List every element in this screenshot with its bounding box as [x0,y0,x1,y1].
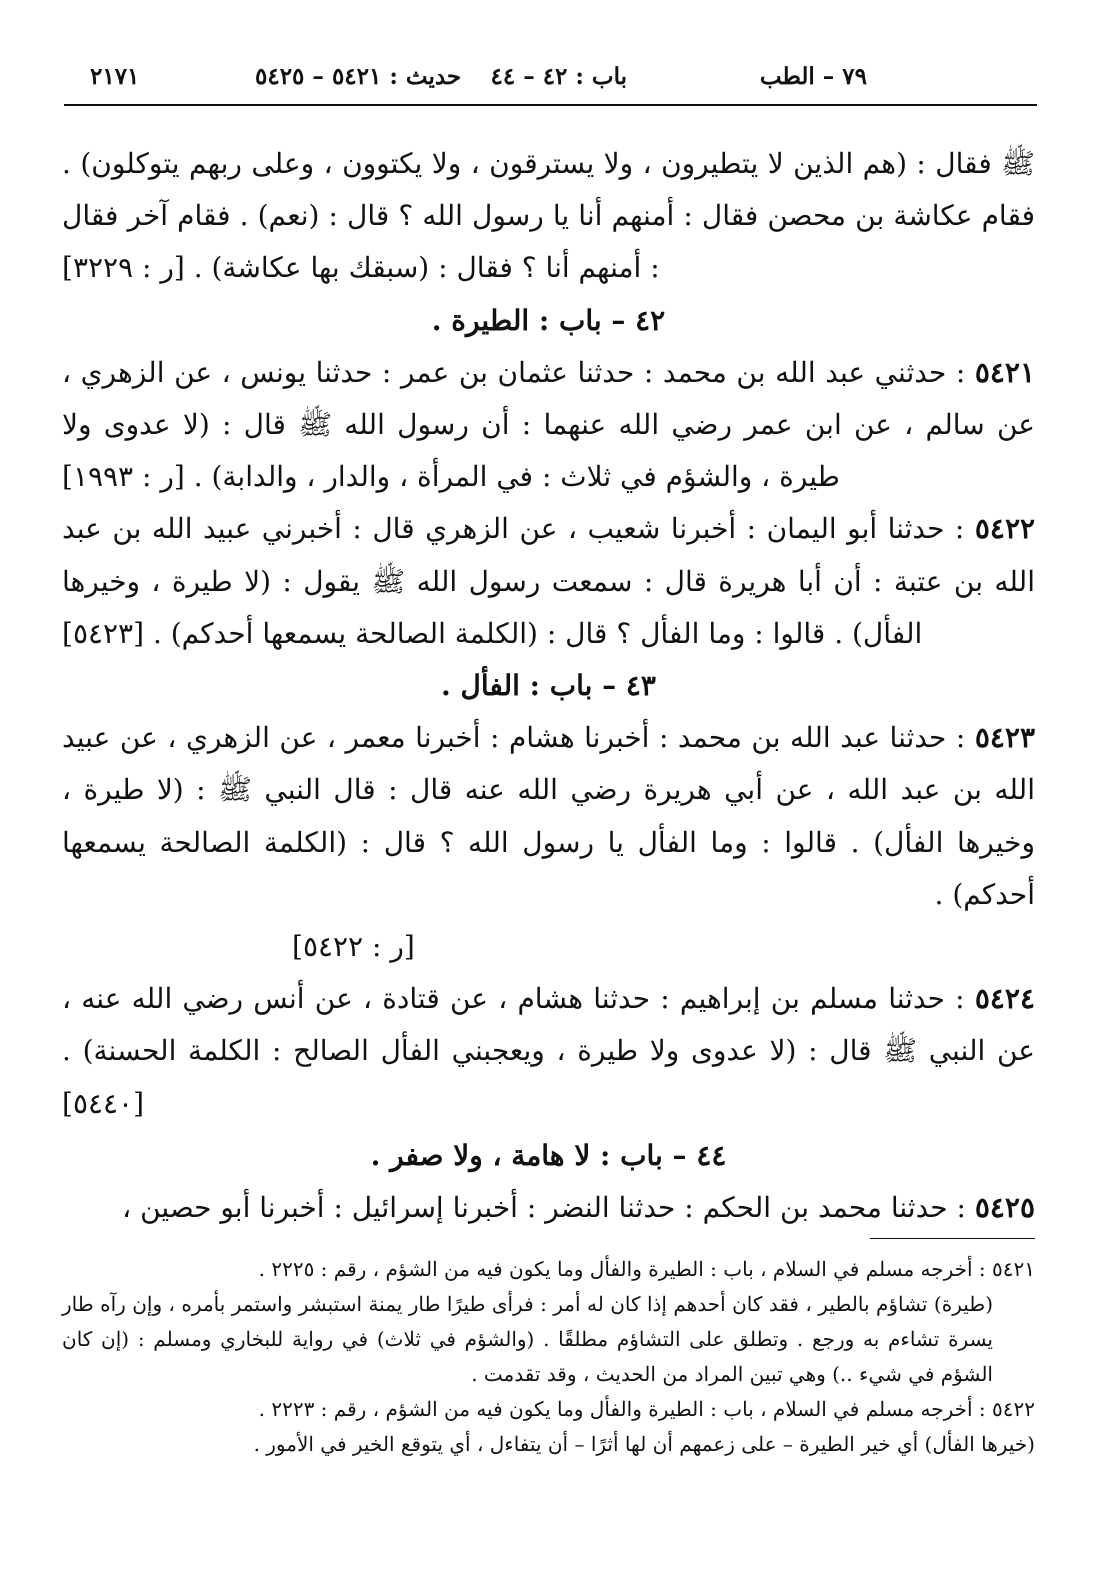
footnote-5421 [62,1252,1035,1287]
header-bab-range: باب : ٤٢ – ٤٤ [490,63,627,90]
header-hadith-range: حديث : ٥٤٢١ – ٥٤٢٥ [255,63,462,90]
hadith-5425 [62,1182,1035,1234]
chapter-heading-44: ٤٤ – باب : لا هامة ، ولا صفر . [370,1138,727,1172]
main-text [62,138,1035,1234]
hadith-text: : حدثنا مسلم بن إبراهيم : حدثنا هشام ، عن قتادة ، عن أنس رضي الله عنه ، عن النبي ﷺ قال : (لا عدوى ولا طيرة ، ويعجبني الفأل الصالح : الكلمة الحسنة) . [62,982,1035,1068]
hadith-5423 [62,712,1035,921]
header-chapter: ٧٩ – الطب [759,63,867,90]
hadith-number: ٥٤٢٤ [974,982,1035,1016]
footnote-number: ٥٤٢٢ [992,1397,1035,1421]
intro-reference: [ر : ٣٢٢٩] [62,251,185,285]
chapter-heading-42: ٤٢ – باب : الطيرة . [431,303,666,337]
footnotes [62,1252,1035,1462]
hadith-reference: [٥٤٢٣] [62,616,145,650]
chapter-heading-43: ٤٣ – باب : الفأل . [441,669,656,703]
hadith-text: : حدثنا أبو اليمان : أخبرنا شعيب ، عن الزهري قال : أخبرني عبيد الله بن عبد الله بن عتبة : أن أبا هريرة قال : سمعت رسول الله ﷺ يقول : (لا طيرة ، وخيرها الفأل) . قالوا : وما الفأل ؟ قال : (الكلمة الصالحة يسمعها أحدكم) . [62,512,1035,650]
hadith-text: : حدثني عبد الله بن محمد : حدثنا عثمان بن عمر : حدثنا يونس ، عن الزهري ، عن سالم ، عن ابن عمر رضي الله عنهما : أن رسول الله ﷺ قال : (لا عدوى ولا طيرة ، والشؤم في ثلاث : في المرأة ، والدار ، والدابة) . [62,355,1035,494]
footnote-text: : أخرجه مسلم في السلام ، باب : الطيرة والفأل وما يكون فيه من الشؤم ، رقم : ٢٢٢٣ . [258,1397,986,1421]
hadith-number: ٥٤٢٣ [974,721,1035,755]
hadith-reference: [ر : ١٩٩٣] [62,460,185,494]
paragraph-intro [62,138,1035,295]
hadith-5423-reference: [ر : ٥٤٢٢] [292,930,415,964]
footnote-number: ٥٤٢١ [992,1257,1035,1281]
hadith-5422 [62,503,1035,660]
hadith-5421 [62,347,1035,504]
intro-text: ﷺ فقال : (هم الذين لا يتطيرون ، ولا يسترقون ، ولا يكتوون ، وعلى ربهم يتوكلون) . فقام عكاشة بن محصن فقال : أمنهم أنا يا رسول الله ؟ قال : (نعم) . فقام آخر فقال : أمنهم أنا ؟ فقال : (سبقك بها عكاشة) . [62,147,1035,285]
footnote-text: : أخرجه مسلم في السلام ، باب : الطيرة والفأل وما يكون فيه من الشؤم ، رقم : ٢٢٢٥ . [258,1257,986,1281]
page-number: ٢١٧١ [90,63,140,90]
hadith-5424 [62,973,1035,1130]
hadith-reference: [٥٤٤٠] [62,1086,145,1120]
footnote-5421-gloss: (طيرة) تشاؤم بالطير ، فقد كان أحدهم إذا كان له أمر : فرأى طيرًا طار يمنة استبشر واستمر بأمره ، وإن رآه طار يسرة تشاءم به ورجع . وتطلق على التشاؤم مطلقًا . (والشؤم في ثلاث) في رواية للبخاري ومسلم : (إن كان الشؤم في شيء ..) وهي تبين المراد من الحديث ، وقد تقدمت . [62,1292,993,1386]
footnote-5422 [62,1392,1035,1427]
running-header [80,55,1037,101]
footnote-divider [870,1238,1035,1239]
hadith-text: : حدثنا محمد بن الحكم : حدثنا النضر : أخبرنا إسرائيل : أخبرنا أبو حصين ، [122,1191,966,1225]
hadith-number: ٥٤٢١ [974,355,1035,389]
header-divider [64,104,1037,106]
footnote-5422-gloss: (خيرها الفأل) أي خير الطيرة – على زعمهم أن لها أثرًا – أن يتفاءل ، أي يتوقع الخير في الأمور . [253,1432,1035,1456]
hadith-number: ٥٤٢٢ [974,512,1036,546]
hadith-text: : حدثنا عبد الله بن محمد : أخبرنا هشام : أخبرنا معمر ، عن الزهري ، عن عبيد الله بن عبد الله ، عن أبي هريرة رضي الله عنه قال : قال النبي ﷺ : (لا طيرة ، وخيرها الفأل) . قالوا : وما الفأل يا رسول الله ؟ قال : (الكلمة الصالحة يسمعها أحدكم) . [62,721,1035,911]
hadith-number: ٥٤٢٥ [974,1191,1035,1225]
